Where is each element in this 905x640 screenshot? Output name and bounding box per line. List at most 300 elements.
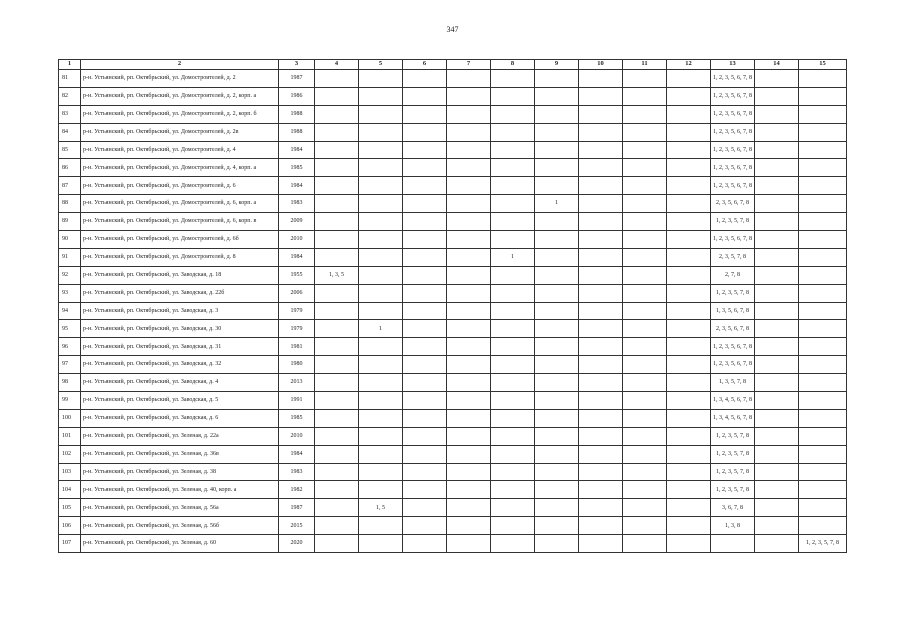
col13-cell: 1, 3, 5, 7, 8 [711,374,755,392]
col12-cell [667,535,711,553]
col14-cell [755,409,799,427]
row-number: 84 [59,123,81,141]
col7-cell [447,231,491,249]
col7-cell [447,320,491,338]
row-number: 83 [59,105,81,123]
address-cell: р-н. Устьянский, рп. Октябрьский, ул. Домостроителей, д. 6б [81,231,279,249]
col11-cell [623,284,667,302]
table-row [59,517,847,535]
col13-cell: 1, 2, 3, 5, 7, 8 [711,463,755,481]
col5-cell [359,248,403,266]
col4-cell [315,213,359,231]
col4-cell [315,248,359,266]
col9-cell [535,302,579,320]
column-header: 1 [59,60,81,70]
table-body [59,70,847,553]
col9-cell [535,374,579,392]
col4-cell [315,409,359,427]
col5-cell [359,141,403,159]
col6-cell [403,231,447,249]
col15-cell [799,463,847,481]
col9-cell [535,284,579,302]
col14-cell [755,87,799,105]
col8-cell [491,302,535,320]
table-row [59,231,847,249]
col15-cell [799,409,847,427]
col9-cell [535,70,579,88]
address-cell: р-н. Устьянский, рп. Октябрьский, ул. Домостроителей, д. 2, корп. б [81,105,279,123]
row-number: 99 [59,392,81,410]
table-row [59,445,847,463]
col13-cell: 1, 2, 3, 5, 6, 7, 8 [711,159,755,177]
table-row [59,427,847,445]
col4-cell [315,177,359,195]
year-cell: 1982 [279,481,315,499]
col13-cell: 1, 2, 3, 5, 6, 7, 8 [711,338,755,356]
col4-cell [315,159,359,177]
col7-cell [447,248,491,266]
table-row [59,481,847,499]
col12-cell [667,374,711,392]
col6-cell [403,302,447,320]
address-cell: р-н. Устьянский, рп. Октябрьский, ул. Заводская, д. 32 [81,356,279,374]
table-row [59,105,847,123]
col8-cell [491,463,535,481]
col15-cell [799,481,847,499]
col13-cell: 1, 3, 5, 6, 7, 8 [711,302,755,320]
col9-cell [535,392,579,410]
row-number: 81 [59,70,81,88]
address-cell: р-н. Устьянский, рп. Октябрьский, ул. Заводская, д. 22б [81,284,279,302]
column-header: 4 [315,60,359,70]
year-cell: 1979 [279,320,315,338]
col8-cell [491,123,535,141]
row-number: 89 [59,213,81,231]
row-number: 85 [59,141,81,159]
address-cell: р-н. Устьянский, рп. Октябрьский, ул. Заводская, д. 6 [81,409,279,427]
col6-cell [403,320,447,338]
col14-cell [755,159,799,177]
col5-cell [359,463,403,481]
col8-cell [491,535,535,553]
col13-cell: 1, 2, 3, 5, 6, 7, 8 [711,177,755,195]
table-row [59,213,847,231]
col14-cell [755,302,799,320]
col9-cell [535,320,579,338]
col14-cell [755,248,799,266]
col4-cell [315,284,359,302]
col12-cell [667,517,711,535]
address-cell: р-н. Устьянский, рп. Октябрьский, ул. Домостроителей, д. 2 [81,70,279,88]
col14-cell [755,123,799,141]
col12-cell [667,445,711,463]
col14-cell [755,481,799,499]
year-cell: 1981 [279,338,315,356]
col11-cell [623,105,667,123]
col9-cell [535,517,579,535]
address-cell: р-н. Устьянский, рп. Октябрьский, ул. Зеленая, д. 60 [81,535,279,553]
col7-cell [447,463,491,481]
col8-cell [491,177,535,195]
table-row [59,338,847,356]
col15-cell [799,70,847,88]
col4-cell [315,87,359,105]
col10-cell [579,320,623,338]
col11-cell [623,338,667,356]
col11-cell [623,463,667,481]
col15-cell [799,105,847,123]
address-cell: р-н. Устьянский, рп. Октябрьский, ул. Зеленая, д. 40, корп. а [81,481,279,499]
col13-cell: 1, 3, 4, 5, 6, 7, 8 [711,409,755,427]
col6-cell [403,481,447,499]
col5-cell [359,87,403,105]
col15-cell [799,445,847,463]
col8-cell [491,213,535,231]
col4-cell [315,231,359,249]
col8-cell [491,517,535,535]
col11-cell [623,159,667,177]
col12-cell [667,105,711,123]
col12-cell [667,302,711,320]
col15-cell [799,499,847,517]
col11-cell [623,481,667,499]
col15-cell [799,195,847,213]
col8-cell [491,266,535,284]
table-row [59,87,847,105]
col10-cell [579,248,623,266]
col14-cell [755,231,799,249]
table-row [59,535,847,553]
row-number: 105 [59,499,81,517]
col4-cell [315,141,359,159]
col10-cell [579,499,623,517]
col5-cell [359,70,403,88]
col10-cell [579,123,623,141]
col11-cell [623,517,667,535]
col6-cell [403,409,447,427]
col6-cell [403,266,447,284]
col13-cell: 1, 2, 3, 5, 6, 7, 8 [711,231,755,249]
col9-cell [535,499,579,517]
row-number: 106 [59,517,81,535]
col13-cell [711,535,755,553]
col11-cell [623,320,667,338]
col7-cell [447,266,491,284]
col4-cell [315,356,359,374]
col10-cell [579,392,623,410]
col13-cell: 2, 3, 5, 6, 7, 8 [711,320,755,338]
col8-cell [491,105,535,123]
col12-cell [667,392,711,410]
col7-cell [447,392,491,410]
col14-cell [755,70,799,88]
col9-cell [535,87,579,105]
col6-cell [403,338,447,356]
col7-cell [447,87,491,105]
col13-cell: 1, 2, 3, 5, 6, 7, 8 [711,70,755,88]
table-row [59,177,847,195]
col9-cell [535,123,579,141]
col10-cell [579,535,623,553]
col6-cell [403,427,447,445]
address-cell: р-н. Устьянский, рп. Октябрьский, ул. Домостроителей, д. 6, корп. а [81,195,279,213]
col8-cell [491,320,535,338]
col15-cell [799,231,847,249]
year-cell: 2010 [279,427,315,445]
col6-cell [403,463,447,481]
col13-cell: 2, 3, 5, 6, 7, 8 [711,195,755,213]
col12-cell [667,87,711,105]
col7-cell [447,517,491,535]
address-cell: р-н. Устьянский, рп. Октябрьский, ул. Зеленая, д. 22а [81,427,279,445]
col11-cell [623,445,667,463]
row-number: 97 [59,356,81,374]
col10-cell [579,374,623,392]
col14-cell [755,517,799,535]
col15-cell [799,266,847,284]
col9-cell [535,105,579,123]
col9-cell [535,338,579,356]
year-cell: 1983 [279,195,315,213]
col12-cell [667,427,711,445]
table-row [59,284,847,302]
col14-cell [755,177,799,195]
col7-cell [447,159,491,177]
col12-cell [667,177,711,195]
table-row [59,123,847,141]
col6-cell [403,392,447,410]
col9-cell [535,481,579,499]
col8-cell [491,231,535,249]
col5-cell [359,445,403,463]
col6-cell [403,535,447,553]
col5-cell [359,266,403,284]
col11-cell [623,499,667,517]
housing-table [58,59,847,553]
col10-cell [579,356,623,374]
table-row [59,195,847,213]
col5-cell [359,374,403,392]
col11-cell [623,427,667,445]
col5-cell [359,481,403,499]
col5-cell [359,302,403,320]
page-number: 347 [446,25,459,34]
col15-cell [799,87,847,105]
col10-cell [579,338,623,356]
col15-cell [799,248,847,266]
col15-cell [799,427,847,445]
address-cell: р-н. Устьянский, рп. Октябрьский, ул. Домостроителей, д. 2в [81,123,279,141]
address-cell: р-н. Устьянский, рп. Октябрьский, ул. Заводская, д. 18 [81,266,279,284]
col12-cell [667,320,711,338]
col8-cell [491,409,535,427]
col12-cell [667,338,711,356]
row-number: 103 [59,463,81,481]
col14-cell [755,392,799,410]
col12-cell [667,266,711,284]
col10-cell [579,231,623,249]
col13-cell: 3, 6, 7, 8 [711,499,755,517]
col14-cell [755,284,799,302]
col7-cell [447,141,491,159]
col6-cell [403,248,447,266]
col8-cell [491,374,535,392]
col10-cell [579,409,623,427]
col4-cell [315,427,359,445]
col4-cell [315,195,359,213]
col8-cell [491,284,535,302]
table-row [59,392,847,410]
col12-cell [667,213,711,231]
col7-cell [447,213,491,231]
col10-cell [579,284,623,302]
col12-cell [667,141,711,159]
col6-cell [403,284,447,302]
col7-cell [447,356,491,374]
header-row [59,60,847,70]
address-cell: р-н. Устьянский, рп. Октябрьский, ул. Зеленая, д. 38 [81,463,279,481]
col10-cell [579,195,623,213]
col13-cell: 2, 3, 5, 7, 8 [711,248,755,266]
col14-cell [755,338,799,356]
col11-cell [623,392,667,410]
col7-cell [447,338,491,356]
col12-cell [667,70,711,88]
col12-cell [667,463,711,481]
col9-cell [535,535,579,553]
col6-cell [403,517,447,535]
col8-cell [491,356,535,374]
table-row [59,463,847,481]
col6-cell [403,195,447,213]
col10-cell [579,105,623,123]
col6-cell [403,141,447,159]
col11-cell [623,177,667,195]
col11-cell [623,266,667,284]
column-header: 8 [491,60,535,70]
col4-cell [315,374,359,392]
col8-cell [491,338,535,356]
col6-cell [403,374,447,392]
col5-cell [359,392,403,410]
col5-cell [359,517,403,535]
col12-cell [667,159,711,177]
col9-cell [535,409,579,427]
row-number: 86 [59,159,81,177]
year-cell: 2015 [279,517,315,535]
col15-cell [799,177,847,195]
row-number: 102 [59,445,81,463]
address-cell: р-н. Устьянский, рп. Октябрьский, ул. Заводская, д. 4 [81,374,279,392]
table-row [59,374,847,392]
col9-cell [535,463,579,481]
address-cell: р-н. Устьянский, рп. Октябрьский, ул. Зеленая, д. 56а [81,499,279,517]
col4-cell [315,463,359,481]
col14-cell [755,463,799,481]
col9-cell [535,266,579,284]
col11-cell [623,535,667,553]
col4-cell [315,535,359,553]
col13-cell: 1, 2, 3, 5, 6, 7, 8 [711,87,755,105]
col5-cell [359,231,403,249]
address-cell: р-н. Устьянский, рп. Октябрьский, ул. Домостроителей, д. 6 [81,177,279,195]
col15-cell [799,517,847,535]
col8-cell [491,159,535,177]
col10-cell [579,302,623,320]
col5-cell [359,409,403,427]
col7-cell [447,535,491,553]
table-row [59,356,847,374]
col6-cell [403,105,447,123]
col7-cell [447,70,491,88]
col4-cell: 1, 3, 5 [315,266,359,284]
col15-cell [799,213,847,231]
col7-cell [447,123,491,141]
col12-cell [667,195,711,213]
row-number: 95 [59,320,81,338]
col7-cell [447,284,491,302]
table-row [59,320,847,338]
col4-cell [315,105,359,123]
col6-cell [403,70,447,88]
table-row [59,248,847,266]
col9-cell [535,445,579,463]
col10-cell [579,213,623,231]
col13-cell: 1, 2, 3, 5, 7, 8 [711,284,755,302]
col12-cell [667,499,711,517]
column-header: 6 [403,60,447,70]
col14-cell [755,105,799,123]
col5-cell [359,284,403,302]
col15-cell [799,284,847,302]
address-cell: р-н. Устьянский, рп. Октябрьский, ул. Заводская, д. 31 [81,338,279,356]
col10-cell [579,481,623,499]
col6-cell [403,445,447,463]
row-number: 98 [59,374,81,392]
col5-cell [359,105,403,123]
row-number: 100 [59,409,81,427]
col9-cell [535,231,579,249]
column-header: 11 [623,60,667,70]
col5-cell [359,535,403,553]
year-cell: 1988 [279,123,315,141]
col5-cell [359,213,403,231]
col14-cell [755,141,799,159]
address-cell: р-н. Устьянский, рп. Октябрьский, ул. Заводская, д. 3 [81,302,279,320]
col13-cell: 1, 2, 3, 5, 7, 8 [711,427,755,445]
row-number: 87 [59,177,81,195]
col11-cell [623,248,667,266]
row-number: 107 [59,535,81,553]
column-header: 9 [535,60,579,70]
col8-cell [491,445,535,463]
col6-cell [403,356,447,374]
row-number: 104 [59,481,81,499]
col8-cell [491,499,535,517]
col7-cell [447,427,491,445]
col14-cell [755,320,799,338]
col11-cell [623,70,667,88]
col5-cell [359,159,403,177]
col7-cell [447,105,491,123]
col6-cell [403,213,447,231]
table-row [59,499,847,517]
row-number: 90 [59,231,81,249]
col15-cell [799,374,847,392]
col9-cell: 1 [535,195,579,213]
col9-cell [535,177,579,195]
col10-cell [579,159,623,177]
